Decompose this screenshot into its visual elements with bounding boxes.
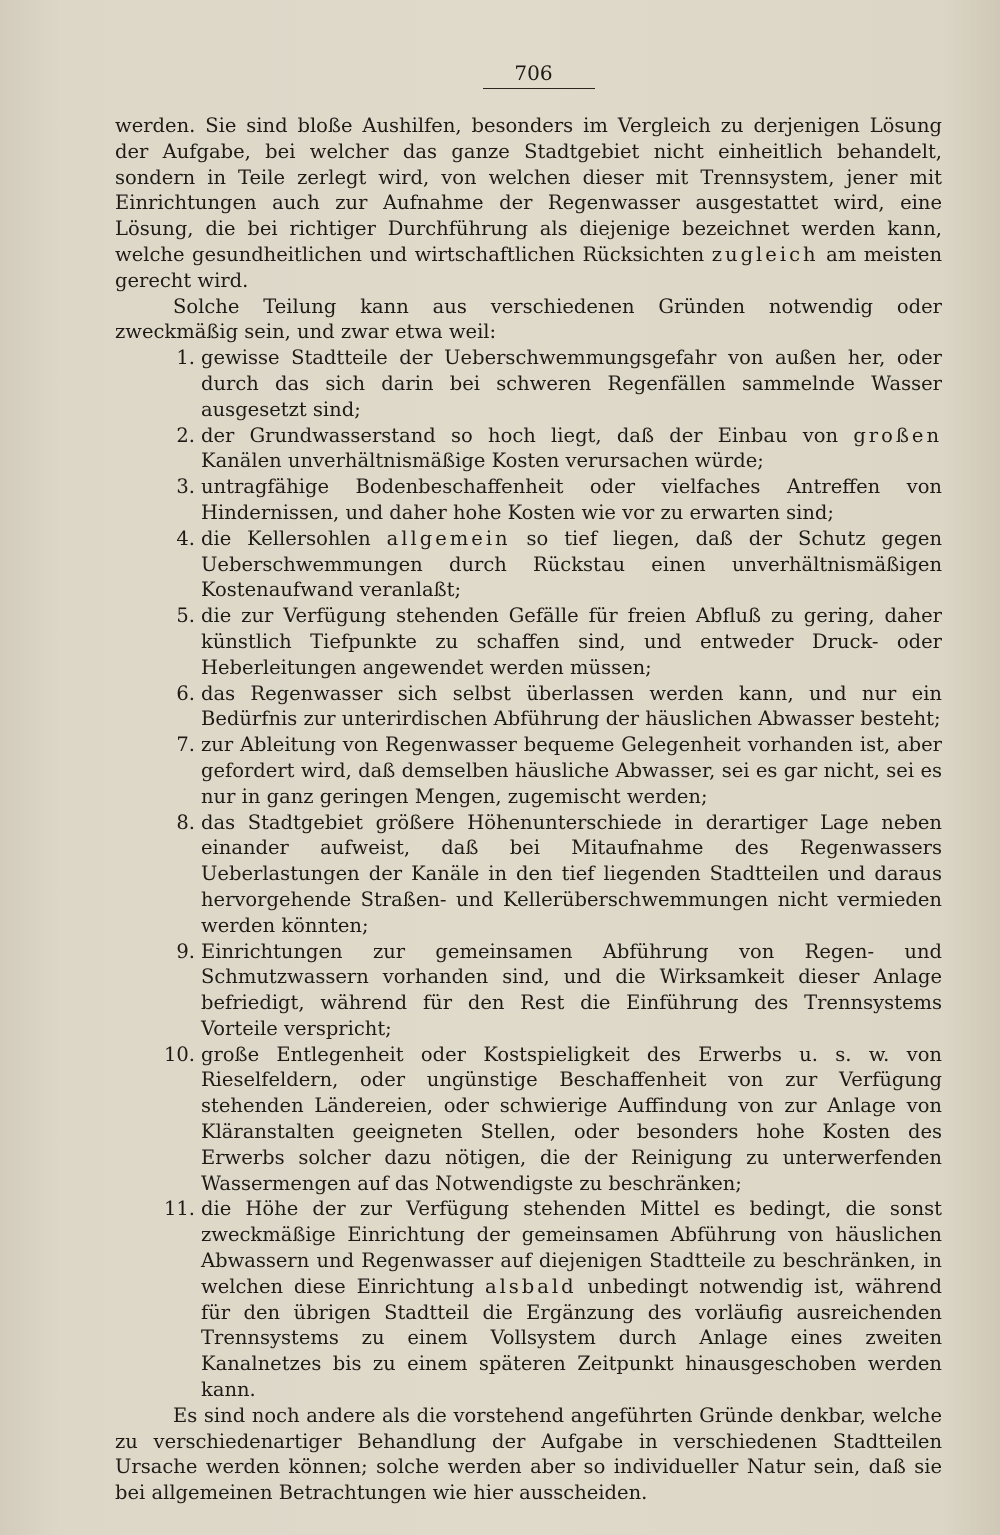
list-item-number: 3. (176, 475, 195, 499)
page-number: 706 (514, 61, 553, 85)
list-item (115, 1196, 942, 1402)
list-item-text: der Grundwasserstand so hoch liegt, daß der Einbau von (201, 423, 839, 447)
list-item (115, 810, 942, 939)
list-item-emphasis: großen (853, 423, 942, 447)
list-item-text: Einrichtungen zur gemeinsamen Abführung von Regen- und Schmutzwassern vorhanden sind, und die Wirksamkeit dieser Anlage befriedigt, während für den Rest die Einführung des Trennsystems Vorteile verspricht; (201, 939, 942, 1040)
closing-paragraph: Es sind noch andere als die vorstehend angeführten Gründe denkbar, welche zu verschiedenartiger Behandlung der Aufgabe in verschiedenen Stadtteilen Ursache werden können; solche werden aber so individueller Natur sein, daß sie bei allgemeinen Betrachtungen wie hier ausscheiden. (115, 1403, 942, 1505)
list-item-text: die Höhe der zur Verfügung stehenden Mittel es bedingt, die sonst zweckmäßige Einrichtung der gemeinsamen Abführung von häuslichen Abwassern und Regenwasser auf diejenigen Stadtteile zu beschränken, in welchen diese Einrichtung (201, 1197, 942, 1298)
list-item (115, 732, 942, 809)
list-item-text: gewisse Stadtteile der Ueberschwemmungsgefahr von außen her, oder durch das sich darin bei schweren Regenfällen sammelnde Wasser ausgesetzt sind; (201, 346, 942, 421)
list-item-text: untragfähige Bodenbeschaffenheit oder vielfaches Antreffen von Hindernissen, und daher hohe Kosten wie vor zu erwarten sind; (201, 475, 942, 524)
list-item (115, 1042, 942, 1197)
list-item (115, 939, 942, 1042)
list-item-text: das Regenwasser sich selbst überlassen werden kann, und nur ein Bedürfnis zur unterirdischen Abführung der häuslichen Abwasser besteht; (201, 681, 942, 731)
list-item (115, 474, 942, 526)
page-number-rule (483, 88, 595, 89)
list-item-number: 9. (176, 939, 195, 963)
list-item-number: 4. (176, 526, 195, 550)
paragraph-1-text: werden. Sie sind bloße Aushilfen, besonders im Vergleich zu derjenigen Lösung der Aufgabe, bei welcher das ganze Stadtgebiet nicht einheitlich behandelt, sondern in Teile zerlegt wird, von welchen dieser mit Trennsystem, jener mit Einrichtungen auch zur Aufnahme der Regenwasser ausgestattet wird, eine Lösung, die bei richtiger Durchführung als diejenige bezeichnet werden kann, welche gesundheitlichen und wirtschaftlichen Rücksichten (115, 114, 942, 266)
list-item-emphasis: alsbald (484, 1274, 577, 1298)
list-item-number: 2. (176, 423, 195, 447)
list-item-emphasis: allgemein (386, 526, 511, 550)
list-item (115, 345, 942, 422)
list-item (115, 423, 942, 475)
list-item-text: große Entlegenheit oder Kostspieligkeit des Erwerbs u. s. w. von Rieselfeldern, oder ungünstige Beschaffenheit von zur Verfügung stehenden Ländereien, oder schwierige Auffindung von zur Anlage von Kläranstalten geeigneten Stellen, oder besonders hohe Kosten des Erwerbs solcher dazu nötigen, die der Reinigung zu unterwerfenden Wassermengen auf das Notwendigste zu beschränken; (201, 1042, 942, 1195)
list-item (115, 526, 942, 603)
list-item-text: das Stadtgebiet größere Höhenunterschiede in derartiger Lage neben einander aufweist, daß bei Mitaufnahme des Regenwassers Ueberlastungen der Kanäle in den tief liegenden Stadtteilen und daraus hervorgehende Straßen- und Kellerüberschwemmungen nicht vermieden werden könnten; (201, 810, 942, 937)
list-item-number: 10. (163, 1042, 195, 1066)
list-item-number: 5. (176, 604, 195, 628)
list-item (115, 603, 942, 680)
list-item-number: 7. (176, 733, 195, 757)
list-item-text: zur Ableitung von Regenwasser bequeme Gelegenheit vorhanden ist, aber gefordert wird, daß demselben häusliche Abwasser, sei es gar nicht, sei es nur in ganz geringen Mengen, zugemischt werden; (201, 733, 942, 808)
list-item-number: 11. (163, 1197, 195, 1221)
paragraph-2: Solche Teilung kann aus verschiedenen Gründen notwendig oder zweckmäßig sein, und zwar etwa weil: (115, 294, 942, 344)
paragraph-1-emphasis: zugleich (711, 242, 819, 266)
reasons-list (115, 345, 942, 1403)
list-item-text: die Kellersohlen (201, 526, 371, 550)
paragraph-1 (115, 113, 942, 294)
list-item-text: die zur Verfügung stehenden Gefälle für freien Abfluß zu gering, daher künstlich Tiefpunkte zu schaffen sind, und entweder Druck- oder Heberleitungen angewendet werden müssen; (201, 604, 942, 679)
list-item-number: 6. (176, 681, 195, 705)
list-item-number: 1. (176, 346, 195, 370)
list-item-text-end: unbedingt notwendig ist, während für den übrigen Stadtteil die Ergänzung des vorläufig ausreichenden Trennsystems zu einem Vollsystem durch Anlage eines zweiten Kanalnetzes bis zu einem späteren Zeitpunkt hinausgeschoben werden kann. (201, 1274, 942, 1402)
paragraph-1-end: am meisten gerecht wird. (115, 242, 943, 292)
list-item (115, 681, 942, 733)
list-item-text-end: so tief liegen, daß der Schutz gegen Ueberschwemmungen durch Rückstau einen unverhältnismäßigen Kostenaufwand veranlaßt; (201, 526, 942, 602)
list-item-text-end: Kanälen unverhältnismäßige Kosten verursachen würde; (201, 449, 764, 473)
list-item-number: 8. (176, 810, 195, 834)
